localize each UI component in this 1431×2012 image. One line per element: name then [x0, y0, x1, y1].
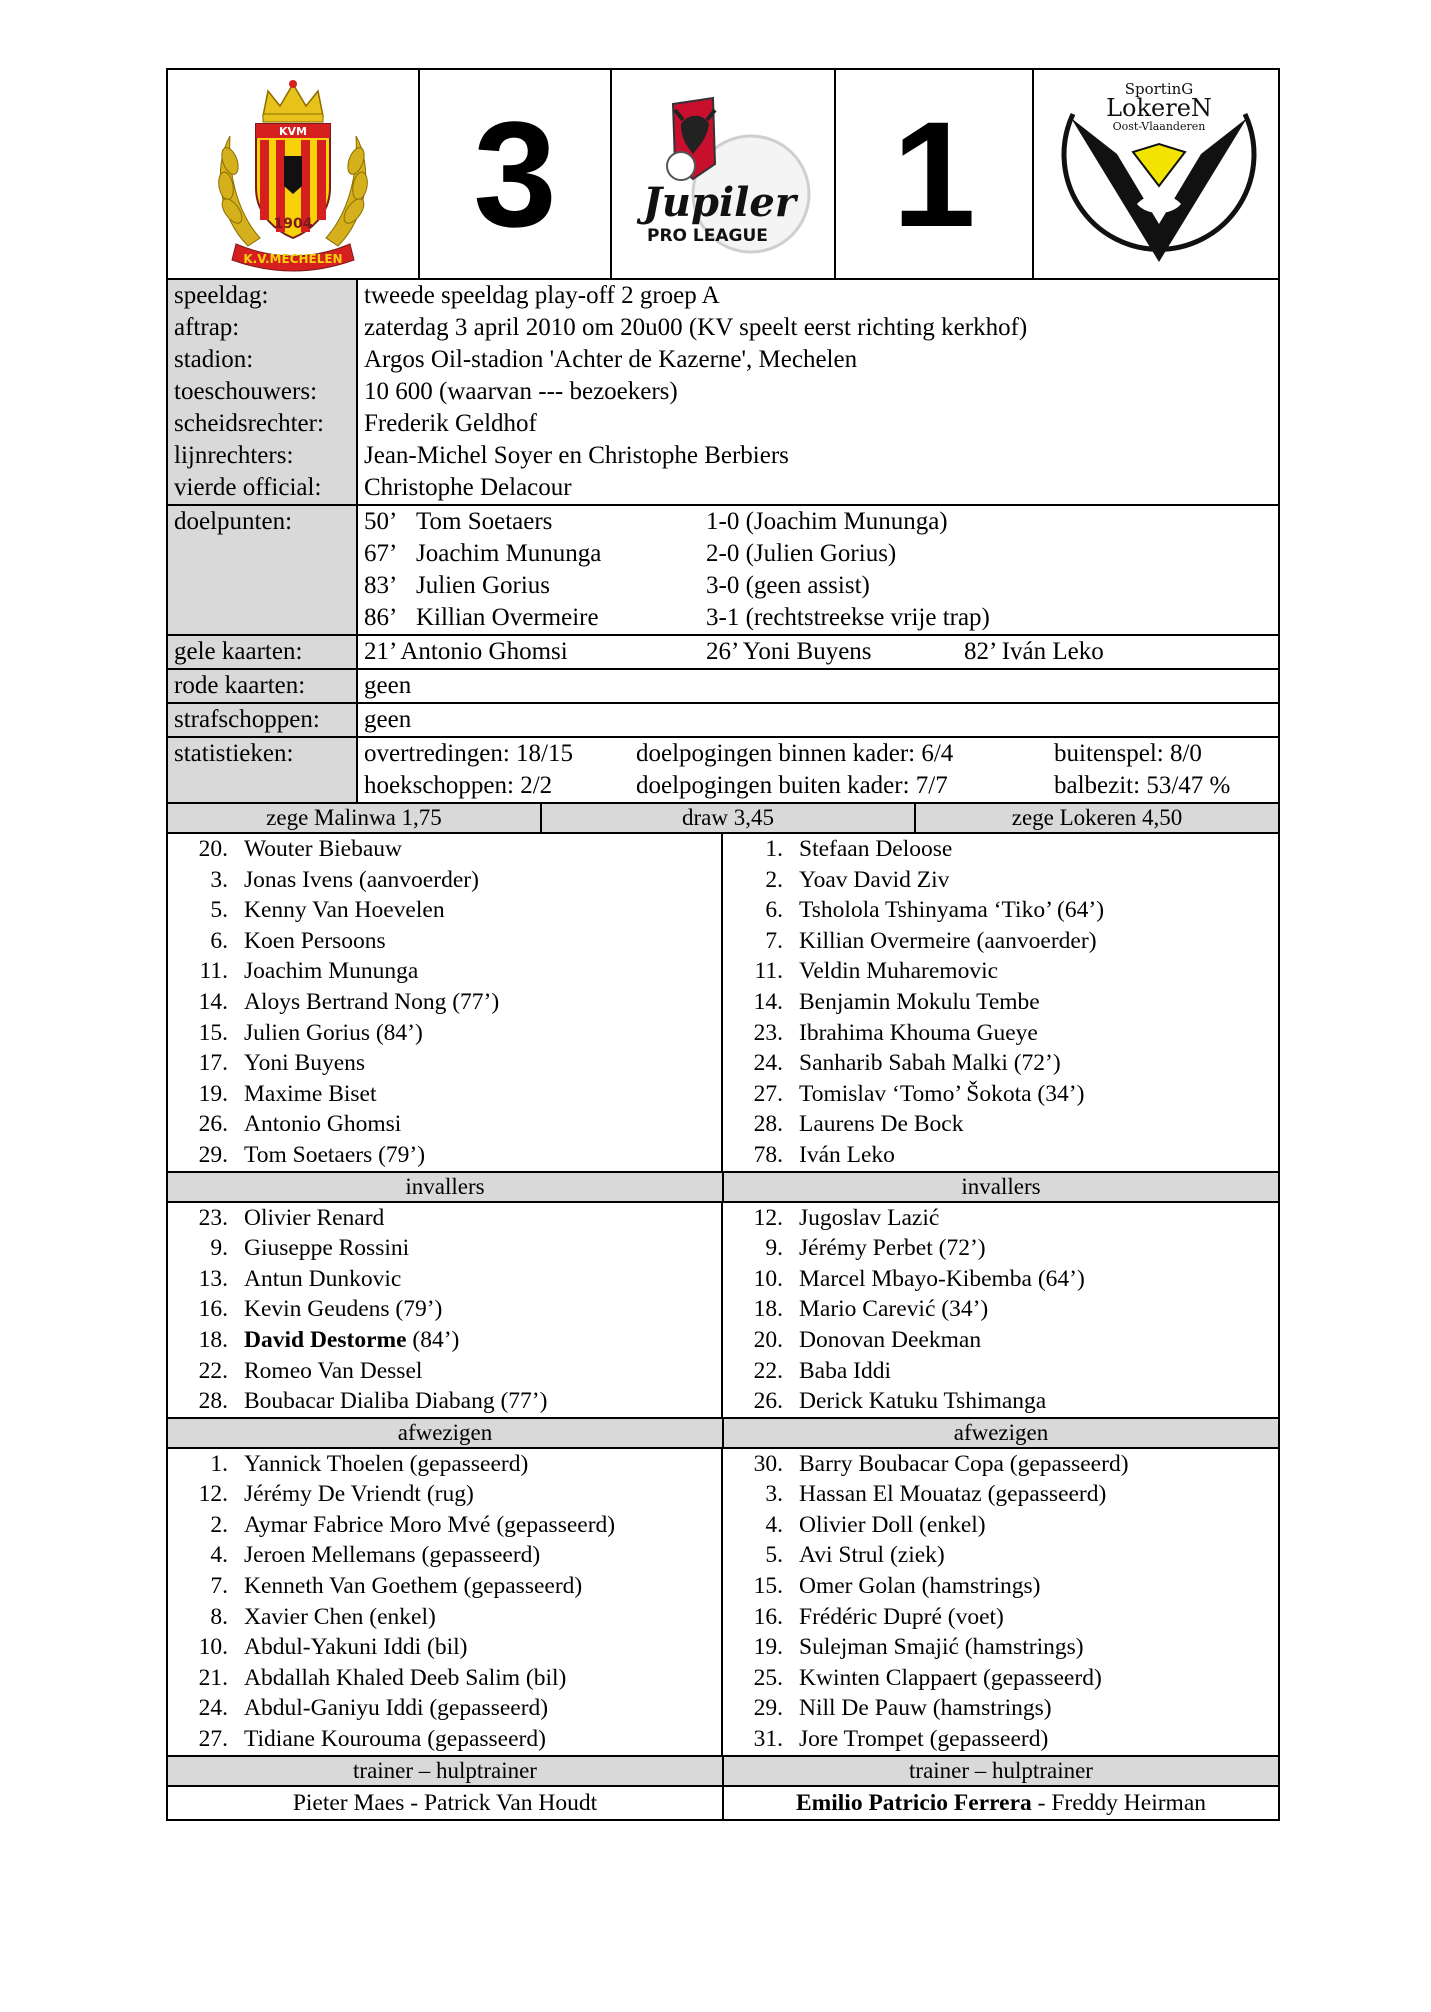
player-name: Giuseppe Rossini [244, 1235, 410, 1262]
odds-home: zege Malinwa 1,75 [168, 804, 542, 832]
player-number: 26. [753, 1388, 783, 1415]
player-number: 8. [210, 1603, 228, 1630]
player-number: 19. [753, 1634, 783, 1661]
player-number: 27. [198, 1726, 228, 1753]
player-row [168, 1386, 721, 1417]
player-name: Nill De Pauw (hamstrings) [799, 1695, 1052, 1722]
player-row [168, 895, 721, 926]
player-name: Sanharib Sabah Malki (72’) [799, 1050, 1061, 1077]
player-number: 22. [753, 1357, 783, 1384]
player-name: Wouter Biebauw [244, 836, 402, 862]
player-row [723, 1479, 1278, 1510]
away-score: 1 [892, 90, 976, 258]
player-row [723, 926, 1278, 957]
player-row [723, 956, 1278, 987]
player-row [723, 834, 1278, 865]
trainer-header [168, 1755, 1278, 1787]
info-row-lijnrechters [168, 440, 1278, 472]
player-number: 13. [198, 1265, 228, 1292]
match-sheet [166, 68, 1280, 1821]
away-score-cell [836, 70, 1034, 278]
player-name: Xavier Chen (enkel) [244, 1603, 436, 1630]
label-lijnrechters: lijnrechters: [168, 440, 358, 472]
jupiler-pro-league-logo [623, 84, 823, 264]
league-logo-sub: PRO LEAGUE [647, 226, 768, 246]
home-trainer-label: trainer – hulptrainer [168, 1757, 724, 1785]
goal-item [364, 506, 1278, 538]
info-row-scheidsrechter [168, 408, 1278, 440]
player-name: Kevin Geudens (79’) [244, 1296, 443, 1323]
yellow-card-item: 26’ Yoni Buyens [706, 638, 872, 665]
player-name-suffix: (84’) [406, 1326, 460, 1353]
value-aftrap: zaterdag 3 april 2010 om 20u00 (KV speelt eerst richting kerkhof) [364, 314, 1028, 341]
value-stadion: Argos Oil-stadion 'Achter de Kazerne', Mechelen [364, 346, 858, 373]
goal-score: 3-0 (geen assist) [706, 572, 870, 599]
player-name: Tom Soetaers (79’) [244, 1141, 426, 1168]
player-row [723, 1325, 1278, 1356]
player-row [168, 926, 721, 957]
odds-away: zege Lokeren 4,50 [1011, 805, 1183, 830]
player-number: 15. [198, 1019, 228, 1046]
away-subs-list [723, 1203, 1278, 1417]
label-gele-kaarten: gele kaarten: [168, 636, 358, 668]
player-number: 31. [753, 1726, 783, 1753]
stats-line [364, 738, 1278, 770]
info-row-aftrap [168, 312, 1278, 344]
player-row [723, 1018, 1278, 1049]
player-number: 6. [210, 927, 228, 954]
goal-minute: 50’ [364, 508, 398, 535]
label-toeschouwers: toeschouwers: [168, 376, 358, 408]
player-number: 18. [198, 1326, 228, 1353]
sporting-lokeren-logo [1041, 74, 1271, 274]
player-name: Jonas Ivens (aanvoerder) [244, 866, 479, 893]
player-name: Donovan Deekman [799, 1326, 982, 1353]
player-row [168, 987, 721, 1018]
player-name: Killian Overmeire (aanvoerder) [799, 927, 1097, 954]
player-name: Sulejman Smajić (hamstrings) [799, 1634, 1084, 1661]
player-name: Olivier Renard [244, 1204, 385, 1231]
player-name: Kwinten Clappaert (gepasseerd) [799, 1664, 1102, 1691]
player-number: 23. [753, 1019, 783, 1046]
player-row [168, 1479, 721, 1510]
away-starters-list [723, 834, 1278, 1171]
player-name: Jugoslav Lazić [799, 1204, 940, 1231]
yellow-cards-list [358, 636, 1278, 668]
home-crest-cell [168, 70, 420, 278]
player-name: Ibrahima Khouma Gueye [799, 1019, 1038, 1046]
player-number: 3. [210, 866, 228, 893]
player-name: Olivier Doll (enkel) [799, 1511, 986, 1538]
value-speeldag: tweede speeldag play-off 2 groep A [364, 282, 720, 309]
player-name: Jeroen Mellemans (gepasseerd) [244, 1542, 541, 1569]
player-number: 9. [210, 1235, 228, 1262]
goal-minute: 67’ [364, 540, 398, 567]
goals-list [358, 506, 1278, 634]
player-row [168, 1264, 721, 1295]
league-logo-cell [612, 70, 836, 278]
player-row [168, 1540, 721, 1571]
player-number: 30. [753, 1450, 783, 1477]
player-number: 7. [210, 1573, 228, 1600]
player-row [723, 1048, 1278, 1079]
player-number: 4. [765, 1511, 783, 1538]
player-number: 5. [210, 897, 228, 924]
player-row [168, 1356, 721, 1387]
value-lijnrechters: Jean-Michel Soyer en Christophe Berbiers [364, 442, 789, 469]
player-row [168, 1724, 721, 1755]
player-number: 78. [753, 1141, 783, 1168]
away-head-trainer: Emilio Patricio Ferrera [795, 1789, 1032, 1816]
stat-buitenspel: buitenspel: 8/0 [1054, 740, 1202, 767]
player-name: Abdallah Khaled Deeb Salim (bil) [244, 1664, 567, 1691]
player-name: Aloys Bertrand Nong (77’) [244, 988, 500, 1015]
value-toeschouwers: 10 600 (waarvan --- bezoekers) [364, 378, 678, 405]
player-row [723, 1540, 1278, 1571]
player-number: 17. [198, 1050, 228, 1077]
home-score-cell [420, 70, 612, 278]
label-rode-kaarten: rode kaarten: [168, 670, 358, 702]
match-info [168, 280, 1278, 802]
player-number: 19. [198, 1080, 228, 1107]
player-number: 18. [753, 1296, 783, 1323]
player-number: 5. [765, 1542, 783, 1569]
player-name: Tomislav ‘Tomo’ Šokota (34’) [799, 1080, 1085, 1107]
player-name: Laurens De Bock [799, 1111, 964, 1138]
player-name: Baba Iddi [799, 1357, 892, 1384]
player-row [723, 987, 1278, 1018]
score-header [168, 70, 1278, 280]
player-name: Jérémy Perbet (72’) [799, 1235, 986, 1262]
player-number: 4. [210, 1542, 228, 1569]
player-name-bold: David Destorme [244, 1326, 407, 1353]
player-number: 27. [753, 1080, 783, 1107]
player-row [723, 865, 1278, 896]
goal-minute: 83’ [364, 572, 398, 599]
label-strafschoppen: strafschoppen: [168, 704, 358, 736]
player-number: 11. [199, 958, 228, 985]
crest-year: 1904 [273, 216, 313, 232]
player-row [723, 1663, 1278, 1694]
value-rode-kaarten: geen [364, 672, 412, 699]
goal-item [364, 602, 1278, 634]
player-number: 23. [198, 1204, 228, 1231]
player-name: Marcel Mbayo-Kibemba (64’) [799, 1265, 1085, 1292]
info-row-stadion [168, 344, 1278, 376]
penalties-row [168, 702, 1278, 736]
player-name: Julien Gorius (84’) [244, 1019, 423, 1046]
label-aftrap: aftrap: [168, 312, 358, 344]
player-row [168, 1693, 721, 1724]
player-row [168, 834, 721, 865]
player-name: Yoni Buyens [244, 1050, 366, 1077]
red-cards-row [168, 668, 1278, 702]
player-row [168, 1140, 721, 1171]
stat-buiten-kader: doelpogingen buiten kader: 7/7 [636, 772, 948, 799]
goal-score: 3-1 (rechtstreekse vrije trap) [706, 604, 990, 631]
player-row [168, 1325, 721, 1356]
player-name: Antun Dunkovic [244, 1265, 402, 1292]
player-number: 28. [753, 1111, 783, 1138]
goal-item [364, 570, 1278, 602]
player-name: Antonio Ghomsi [244, 1111, 402, 1138]
player-name: Hassan El Mouataz (gepasseerd) [799, 1481, 1107, 1508]
player-row [723, 1510, 1278, 1541]
stat-binnen-kader: doelpogingen binnen kader: 6/4 [636, 740, 954, 767]
player-name: Frédéric Dupré (voet) [799, 1603, 1004, 1630]
match-report-table [166, 68, 1280, 1821]
general-info-block [168, 280, 1278, 504]
player-row [723, 1203, 1278, 1234]
player-row [723, 895, 1278, 926]
player-name: Maxime Biset [244, 1080, 377, 1107]
home-absent-list [168, 1449, 723, 1755]
player-row [723, 1693, 1278, 1724]
home-absent-label: afwezigen [168, 1419, 724, 1447]
player-number: 24. [198, 1695, 228, 1722]
goal-scorer: Joachim Mununga [416, 540, 602, 567]
info-row-toeschouwers [168, 376, 1278, 408]
goal-minute: 86’ [364, 604, 398, 631]
goal-scorer: Julien Gorius [416, 572, 551, 599]
player-number: 1. [210, 1450, 228, 1477]
player-number: 7. [765, 927, 783, 954]
player-row [723, 1109, 1278, 1140]
yellow-card-item: 82’ Iván Leko [964, 638, 1104, 665]
player-number: 29. [753, 1695, 783, 1722]
player-name: Iván Leko [799, 1141, 895, 1168]
player-row [168, 956, 721, 987]
player-number: 3. [765, 1481, 783, 1508]
goal-score: 2-0 (Julien Gorius) [706, 540, 897, 567]
label-doelpunten: doelpunten: [168, 506, 358, 634]
away-crest-cell [1034, 70, 1278, 278]
player-number: 15. [753, 1573, 783, 1600]
player-row [723, 1632, 1278, 1663]
player-row [723, 1356, 1278, 1387]
odds-draw: draw 3,45 [542, 804, 916, 832]
label-scheidsrechter: scheidsrechter: [168, 408, 358, 440]
player-name: Omer Golan (hamstrings) [799, 1573, 1041, 1600]
player-number: 29. [198, 1141, 228, 1168]
trainers-row [168, 1787, 1278, 1819]
player-name: Abdul-Ganiyu Iddi (gepasseerd) [244, 1695, 549, 1722]
player-row [168, 1510, 721, 1541]
absent-header [168, 1417, 1278, 1449]
stat-hoekschoppen: hoekschoppen: 2/2 [364, 772, 553, 799]
player-row [168, 1602, 721, 1633]
player-row [168, 1294, 721, 1325]
player-row [168, 1449, 721, 1480]
player-number: 12. [753, 1204, 783, 1231]
player-row [723, 1264, 1278, 1295]
player-number: 22. [198, 1357, 228, 1384]
player-name: Stefaan Deloose [799, 836, 953, 862]
player-number: 12. [198, 1481, 228, 1508]
player-number: 28. [198, 1388, 228, 1415]
home-score: 3 [473, 90, 557, 258]
player-name: Mario Carević (34’) [799, 1296, 989, 1323]
player-name: Jérémy De Vriendt (rug) [244, 1481, 474, 1508]
player-number: 20. [753, 1326, 783, 1353]
label-stadion: stadion: [168, 344, 358, 376]
player-row [723, 1386, 1278, 1417]
player-row [723, 1079, 1278, 1110]
player-name: Aymar Fabrice Moro Mvé (gepasseerd) [244, 1511, 616, 1538]
player-row [723, 1140, 1278, 1171]
player-name: Tsholola Tshinyama ‘Tiko’ (64’) [799, 897, 1105, 924]
stats-row [168, 736, 1278, 802]
player-number: 16. [198, 1296, 228, 1323]
player-row [168, 1018, 721, 1049]
player-name: Boubacar Dialiba Diabang (77’) [244, 1388, 548, 1415]
goal-score: 1-0 (Joachim Mununga) [706, 508, 948, 535]
player-row [168, 1663, 721, 1694]
goals-row [168, 504, 1278, 634]
goal-scorer: Killian Overmeire [416, 604, 599, 631]
player-row [168, 1571, 721, 1602]
player-row [168, 1048, 721, 1079]
stat-balbezit: balbezit: 53/47 % [1054, 772, 1231, 799]
away-assistant-trainer: - Freddy Heirman [1031, 1789, 1207, 1816]
player-number: 1. [765, 836, 783, 862]
crest-ribbon-text: K.V.MECHELEN [243, 252, 343, 266]
player-number: 11. [754, 958, 783, 985]
player-number: 26. [198, 1111, 228, 1138]
player-name: Yoav David Ziv [799, 866, 950, 893]
player-name: Kenneth Van Goethem (gepasseerd) [244, 1573, 583, 1600]
player-number: 2. [765, 866, 783, 893]
crest-monogram: KVM [279, 125, 307, 138]
player-name: Barry Boubacar Copa (gepasseerd) [799, 1450, 1129, 1477]
player-number: 16. [753, 1603, 783, 1630]
yellow-card-item: 21’ Antonio Ghomsi [364, 638, 568, 665]
info-row-speeldag [168, 280, 1278, 312]
player-name: Joachim Mununga [244, 958, 419, 985]
player-number: 14. [753, 988, 783, 1015]
away-subs-label: invallers [961, 1173, 1041, 1199]
away-logo-line1: SportinG [1124, 80, 1194, 98]
player-number: 20. [198, 836, 228, 862]
player-name: Romeo Van Dessel [244, 1357, 423, 1384]
subs-section [168, 1203, 1278, 1417]
away-logo-line3: Oost-Vlaanderen [1112, 120, 1206, 133]
player-number: 25. [753, 1664, 783, 1691]
player-row [168, 1109, 721, 1140]
player-name: Koen Persoons [244, 927, 386, 954]
player-row [168, 1079, 721, 1110]
player-number: 14. [198, 988, 228, 1015]
player-name [244, 1325, 459, 1356]
label-speeldag: speeldag: [168, 280, 358, 312]
player-name: Yannick Thoelen (gepasseerd) [244, 1450, 529, 1477]
stats-values [358, 738, 1278, 802]
player-row [723, 1571, 1278, 1602]
home-subs-list [168, 1203, 723, 1417]
player-row [723, 1602, 1278, 1633]
yellow-cards-row [168, 634, 1278, 668]
player-number: 10. [753, 1265, 783, 1292]
away-trainer-label: trainer – hulptrainer [909, 1757, 1093, 1783]
away-trainers [724, 1787, 1278, 1819]
absent-section [168, 1449, 1278, 1755]
player-name: Jore Trompet (gepasseerd) [799, 1726, 1049, 1753]
home-trainers: Pieter Maes - Patrick Van Houdt [168, 1787, 724, 1819]
player-name: Benjamin Mokulu Tembe [799, 988, 1040, 1015]
label-vierde-official: vierde official: [168, 472, 358, 504]
player-name: Tidiane Kourouma (gepasseerd) [244, 1726, 546, 1753]
player-name: Abdul-Yakuni Iddi (bil) [244, 1634, 468, 1661]
value-vierde-official: Christophe Delacour [364, 474, 572, 501]
player-row [723, 1233, 1278, 1264]
stat-overtredingen: overtredingen: 18/15 [364, 740, 573, 767]
stats-line [364, 770, 1278, 802]
label-statistieken: statistieken: [168, 738, 358, 802]
player-name: Veldin Muharemovic [799, 958, 999, 985]
goal-scorer: Tom Soetaers [416, 508, 553, 535]
subs-header [168, 1171, 1278, 1203]
player-row [168, 865, 721, 896]
away-absent-label: afwezigen [953, 1419, 1049, 1445]
value-scheidsrechter: Frederik Geldhof [364, 410, 537, 437]
player-name: Derick Katuku Tshimanga [799, 1388, 1047, 1415]
home-starters-list [168, 834, 723, 1171]
kv-mechelen-crest-logo [208, 76, 378, 272]
away-logo-line2: LokereN [1106, 94, 1212, 122]
player-row [168, 1632, 721, 1663]
player-name: Kenny Van Hoevelen [244, 897, 445, 924]
player-number: 21. [198, 1664, 228, 1691]
player-number: 2. [210, 1511, 228, 1538]
league-logo-name: Jupiler [643, 179, 796, 226]
info-row-vierde-official [168, 472, 1278, 504]
player-row [168, 1203, 721, 1234]
player-row [723, 1294, 1278, 1325]
player-number: 24. [753, 1050, 783, 1077]
away-absent-list [723, 1449, 1278, 1755]
goal-item [364, 538, 1278, 570]
odds-row [168, 802, 1278, 832]
player-row [723, 1449, 1278, 1480]
home-subs-label: invallers [168, 1173, 724, 1201]
starters-section [168, 832, 1278, 1171]
player-row [723, 1724, 1278, 1755]
player-number: 6. [765, 897, 783, 924]
player-row [168, 1233, 721, 1264]
player-number: 10. [198, 1634, 228, 1661]
player-name: Avi Strul (ziek) [799, 1542, 945, 1569]
player-number: 9. [765, 1235, 783, 1262]
value-strafschoppen: geen [364, 706, 412, 733]
